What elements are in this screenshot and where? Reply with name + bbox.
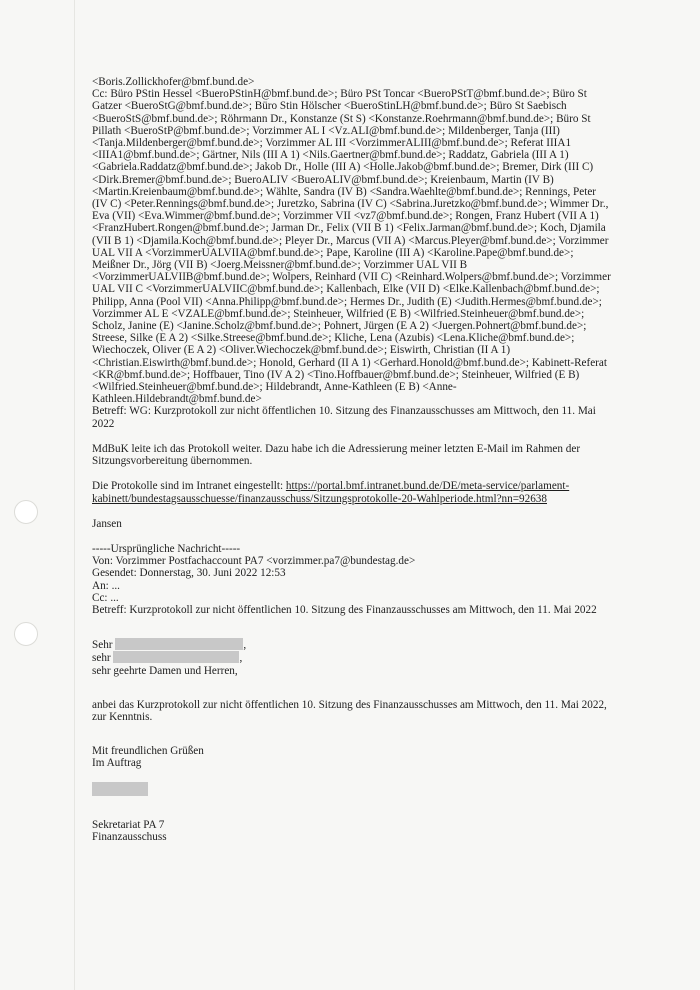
forward-signature: Jansen — [92, 517, 122, 530]
salutation-3: sehr geehrte Damen und Herren, — [92, 664, 238, 677]
original-from: Von: Vorzimmer Postfachaccount PA7 <vorzimmer.pa7@bundestag.de> — [92, 555, 416, 568]
cc-label: Cc: — [92, 88, 108, 101]
punch-hole-icon — [14, 622, 38, 646]
cc-line — [92, 88, 614, 405]
forward-body-2 — [92, 480, 614, 504]
original-to: An: ... — [92, 579, 120, 592]
original-cc: Cc: ... — [92, 591, 119, 604]
redacted-signature — [92, 782, 148, 796]
org-2: Finanzausschuss — [92, 830, 167, 843]
forward-body-1: MdBuK leite ich das Protokoll weiter. Dazu habe ich die Adressierung meiner letzten E-Mail im Rahmen der Sitzungsvorbereitung übernommen. — [92, 442, 581, 468]
signature-redacted-line — [92, 782, 614, 797]
subject-line — [92, 405, 614, 429]
subject-text: WG: Kurzprotokoll zur nicht öffentlichen 10. Sitzung des Finanzausschusses am Mittwoch, den 11. Mai 2022 — [92, 405, 596, 430]
original-sent: Gesendet: Donnerstag, 30. Juni 2022 12:53 — [92, 567, 286, 580]
punch-hole-icon — [14, 500, 38, 524]
from-continued: <Boris.Zollickhofer@bmf.bund.de> — [92, 76, 255, 88]
closing-1: Mit freundlichen Grüßen — [92, 745, 204, 758]
page-edge-line — [74, 0, 75, 990]
redacted-name — [115, 638, 243, 650]
intranet-link[interactable]: https://portal.bmf.intranet.bund.de/DE/meta-service/parlament-kabinett/bundestagsausschuesse/finanzausschuss/Sitzungsprotokolle-20-Wahlperiode.html?nn=92638 — [92, 480, 570, 505]
original-subject: Betreff: Kurzprotokoll zur nicht öffentlichen 10. Sitzung des Finanzausschusses am Mittwoch, den 11. Mai 2022 — [92, 603, 597, 616]
salutation-1: Sehr , — [92, 639, 247, 652]
email-content — [92, 76, 614, 843]
intranet-text: Die Protokolle sind im Intranet eingestellt: — [92, 480, 286, 493]
redacted-name — [113, 651, 239, 663]
subject-label: Betreff: — [92, 405, 127, 418]
closing-2: Im Auftrag — [92, 757, 142, 770]
original-body: anbei das Kurzprotokoll zur nicht öffentlichen 10. Sitzung des Finanzausschusses am Mittwoch, den 11. Mai 2022, zur Kenntnis. — [92, 698, 607, 723]
cc-recipients: Büro PStin Hessel <BueroPStinH@bmf.bund.de>; Büro PSt Toncar <BueroPStT@bmf.bund.de>; Büro St Gatzer <BueroStG@bmf.bund.de>; Büro Stin Hölscher <BueroStinLH@bmf.bund.de>; Büro St Saebisch <BueroStS@bmf.bund.de>; Röhrmann Dr., Konstanze (St S) <Konstanze.Roehrmann@bmf.bund.de>; Büro St Pillath <BueroStP@bmf.bund.de>; Vorzimmer AL I <Vz.ALI@bmf.bund.de>; Mildenberger, Tanja (III) <Tanja.Mildenberger@bmf.bund.de>; Vorzimmer AL III <VorzimmerALIII@bmf.bund.de>; Referat IIIA1 <IIIA1@bmf.bund.de>; Gärtner, Nils (III A 1) <Nils.Gaertner@bmf.bund.de>; Raddatz, Gabriela (III A 1) <Gabriela.Raddatz@bmf.bund.de>; Jakob Dr., Holle (III A) <Holle.Jakob@bmf.bund.de>; Bremer, Dirk (III C) <Dirk.Bremer@bmf.bund.de>; BueroALIV <BueroALIV@bmf.bund.de>; Kreienbaum, Martin (IV B) <Martin.Kreienbaum@bmf.bund.de>; Wählte, Sandra (IV B) <Sandra.Waehlte@bmf.bund.de>; Rennings, Peter (IV C) <Peter.Rennings@bmf.bund.de>; Juretzko, Sabrina (IV C) <Sabrina.Juretzko@bmf.bund.de>; Wimmer Dr., Eva (VII) <Eva.Wimmer@bmf.bund.de>; Vorzimmer VII <vz7@bmf.bund.de>; Rongen, Franz Hubert (VII A 1) <FranzHubert.Rongen@bmf.bund.de>; Jarman Dr., Felix (VII B 1) <Felix.Jarman@bmf.bund.de>; Koch, Djamila (VII B 1) <Djamila.Koch@bmf.bund.de>; Pleyer Dr., Marcus (VII A) <Marcus.Pleyer@bmf.bund.de>; Vorzimmer UAL VII A <VorzimmerUALVIIA@bmf.bund.de>; Pape, Karoline (III A) <Karoline.Pape@bmf.bund.de>; Meißner Dr., Jörg (VII B) <Joerg.Meissner@bmf.bund.de>; Vorzimmer UAL VII B <VorzimmerUALVIIB@bmf.bund.de>; Wolpers, Reinhard (VII C) <Reinhard.Wolpers@bmf.bund.de>; Vorzimmer UAL VII C <VorzimmerUALVIIC@bmf.bund.de>; Kallenbach, Elke (VII D) <Elke.Kallenbach@bmf.bund.de>; Philipp, Anna (Pool VII) <Anna.Philipp@bmf.bund.de>; Hermes Dr., Judith (E) <Judith.Hermes@bmf.bund.de>; Vorzimmer AL E <VZALE@bmf.bund.de>; Steinheuer, Wilfried (E B) <Wilfried.Steinheuer@bmf.bund.de>; Scholz, Janine (E) <Janine.Scholz@bmf.bund.de>; Pohnert, Jürgen (E A 2) <Juergen.Pohnert@bmf.bund.de>; Streese, Silke (E A 2) <Silke.Streese@bmf.bund.de>; Kliche, Lena (Azubis) <Lena.Kliche@bmf.bund.de>; Wiechoczek, Oliver (E A 2) <Oliver.Wiechoczek@bmf.bund.de>; Eiswirth, Christian (II A 1) <Christian.Eiswirth@bmf.bund.de>; Honold, Gerhard (II A 1) <Gerhard.Honold@bmf.bund.de>; Kabinett-Referat <KR@bmf.bund.de>; Hoffbauer, Tino (IV A 2) <Tino.Hoffbauer@bmf.bund.de>; Steinheuer, Wilfried (E B) <Wilfried.Steinheuer@bmf.bund.de>; Hildebrandt, Anne-Kathleen (E B) <Anne-Kathleen.Hildebrandt@bmf.bund.de> — [92, 88, 611, 406]
salutation-2: sehr , — [92, 652, 243, 665]
org-1: Sekretariat PA 7 — [92, 818, 165, 831]
original-separator: -----Ursprüngliche Nachricht----- — [92, 542, 241, 555]
